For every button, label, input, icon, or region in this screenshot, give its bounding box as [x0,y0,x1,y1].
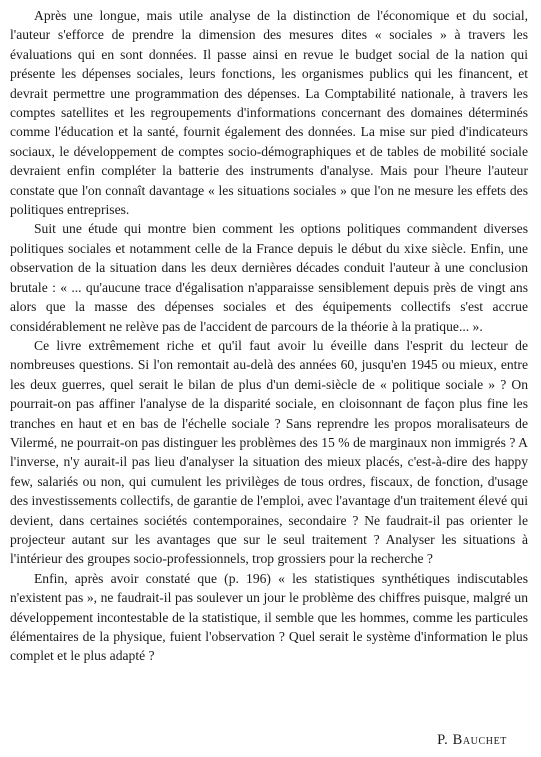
author-signature: P. Bauchet [437,732,507,748]
review-text [10,6,528,666]
paragraph-2: Suit une étude qui montre bien comment les options politiques commandent diverses politiques sociales et notamment celle de la France depuis le début du xixe siècle. Enfin, une observation de la situation dans les deux dernières décades conduit l'auteur à une conclusion brutale : « ... qu'aucune trace d'égalisation n'apparaisse sensiblement depuis près de vingt ans alors que la masse des dépenses sociales et des équipements collectifs s'est accrue considérablement ne relève pas de l'accident de parcours de la théorie à la pratique... ». [10,221,528,334]
paragraph-4: Enfin, après avoir constaté que (p. 196) « les statistiques synthétiques indiscutables n'existent pas », ne faudrait-il pas soulever un jour le problème des chiffres puisque, malgré un développement incontestable de la statistique, il semble que les hommes, comme les particules élémentaires de la physique, fuient l'observation ? Quel serait le système d'information le plus complet et le plus adapté ? [10,570,528,664]
paragraph-1: Après une longue, mais utile analyse de la distinction de l'économique et du social, l'auteur s'efforce de prendre la dimension des mesures dites « sociales » à travers les évaluations qui en sont données. Il passe ainsi en revue le budget social de la nation qui présente les dépenses sociales, leurs fonctions, les organismes publics qui les financent, et devrait permettre une programmation des dépenses. La Comptabilité nationale, à travers les comptes satellites et les regroupements d'informations concernant des domaines déterminés comme l'éducation et la santé, fournit également des données. La mise sur pied d'indicateurs sociaux, le développement de comptes socio-démographiques et de tables de mobilité sociale devraient enfin compléter la batterie des instruments d'analyse. Mais pour l'heure l'auteur constate que l'on connaît davantage « les situations sociales » que l'on ne mesure les effets des politiques entreprises. [10,8,528,218]
paragraph-3: Ce livre extrêmement riche et qu'il faut avoir lu éveille dans l'esprit du lecteur de nombreuses questions. Si l'on remontait au-delà des années 60, jusqu'en 1945 ou mieux, entre les deux guerres, quel serait le bilan de plus d'un demi-siècle de « politique sociale » ? On pourrait-on pas affiner l'analyse de la disparité sociale, en cloisonnant de façon plus fine les tranches en haut et en bas de l'échelle sociale ? Sans reprendre les propos moralisateurs de Vilermé, ne pourrait-on pas distinguer les problèmes des 15 % de marginaux non immigrés ? A l'inverse, n'y aurait-il pas lieu d'analyser la situation des mieux placés, c'est-à-dire des happy few, salariés ou non, qui cumulent les privilèges de tous ordres, fiscaux, de fonction, d'usage des investissements collectifs, de garantie de l'emploi, avec l'avantage d'un traitement élevé qui devient, dans certaines sociétés contemporaines, secondaire ? Ne faudrait-il pas orienter le projecteur autant sur les avantages que sur le seul traitement ? Analyser les situations à l'intérieur des groupes socio-professionnels, trop grossiers pour la recherche ? [10,337,528,567]
